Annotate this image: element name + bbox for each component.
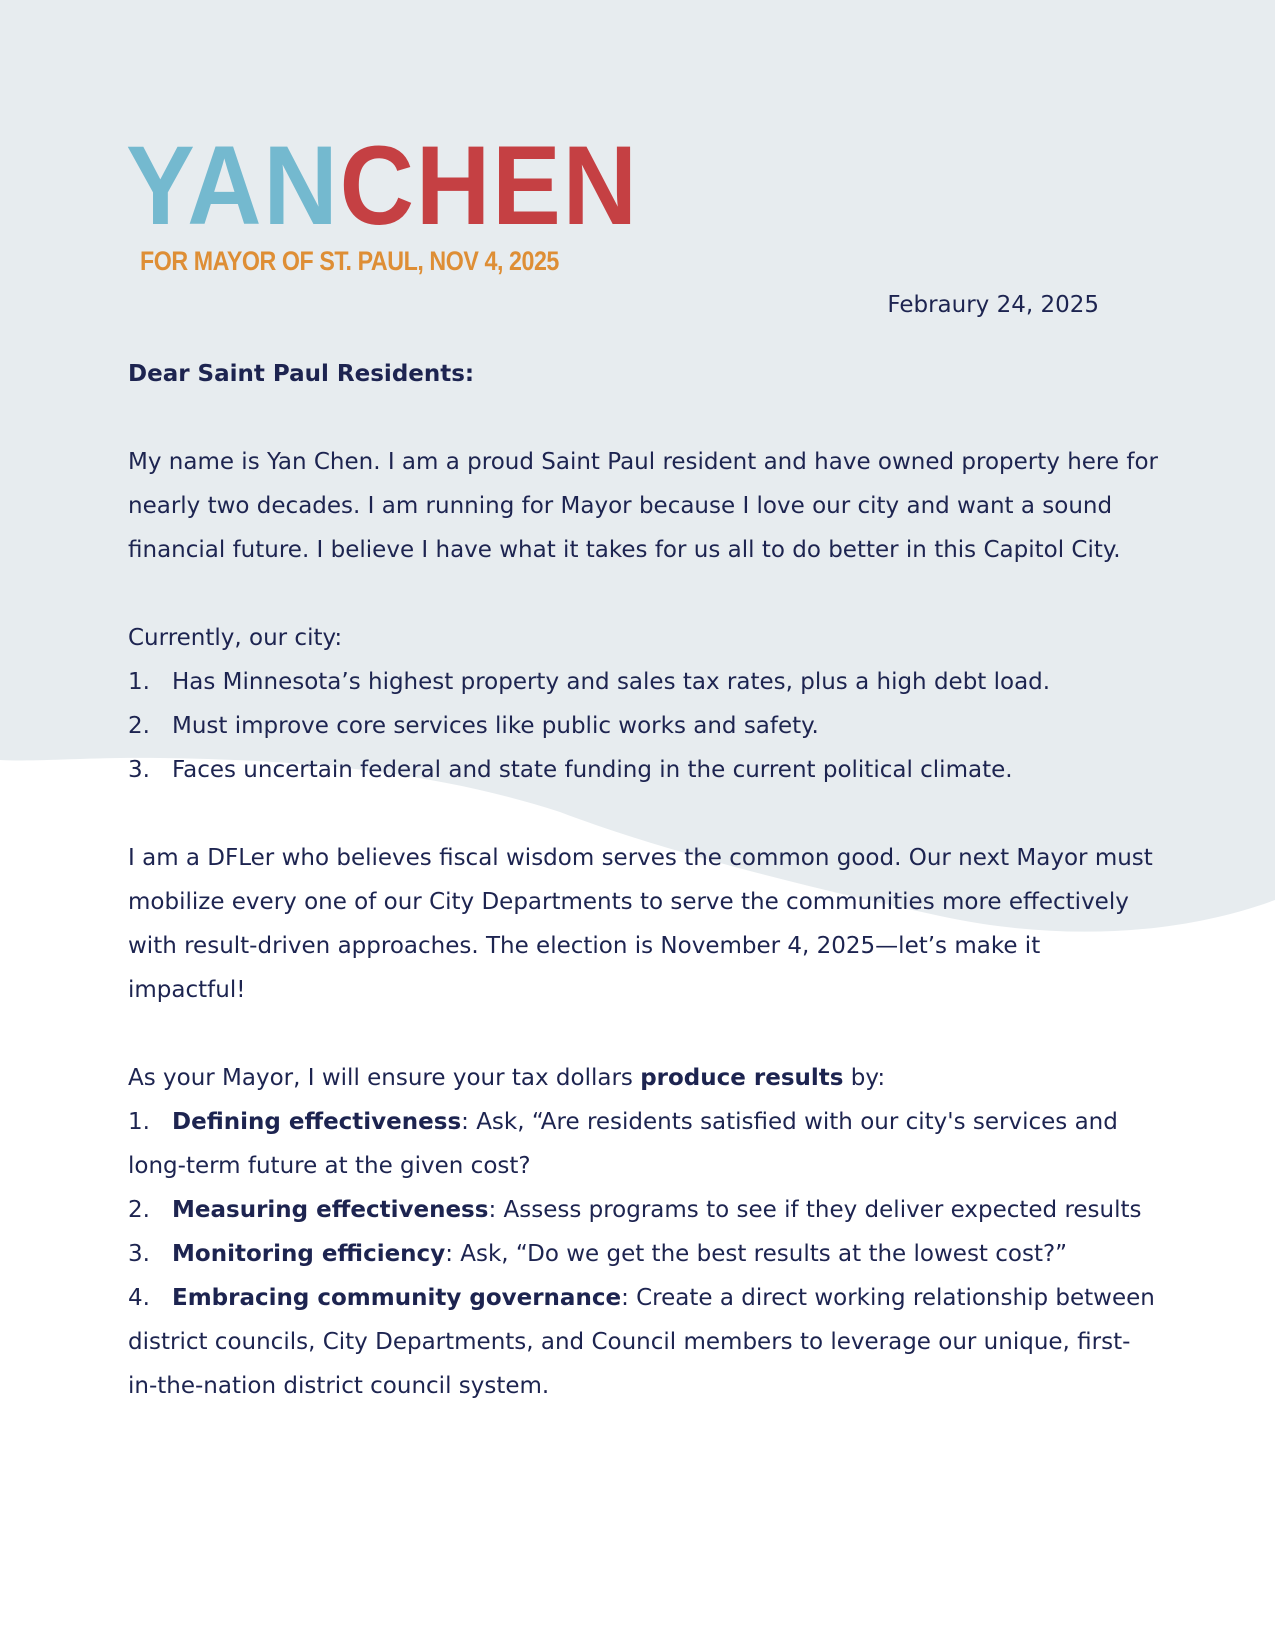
pledge-heading	[128, 1056, 1158, 1100]
current-issues-list	[128, 660, 1158, 792]
list-number: 4.	[128, 1285, 150, 1311]
list-item	[128, 1232, 1158, 1276]
currently-heading: Currently, our city:	[128, 625, 343, 651]
pledge-bold: produce results	[640, 1065, 844, 1091]
list-number: 2.	[128, 1197, 150, 1223]
logo-tagline: FOR MAYOR OF ST. PAUL, NOV 4, 2025	[140, 246, 559, 276]
list-number: 1.	[128, 669, 150, 695]
list-item-text: Must improve core services like public works and safety.	[172, 713, 819, 739]
list-item-title: Embracing community governance	[172, 1285, 622, 1311]
list-item	[128, 1188, 1158, 1232]
letter-body	[128, 352, 1158, 1452]
list-number: 3.	[128, 1241, 150, 1267]
list-item	[128, 660, 1158, 704]
list-item-title: Monitoring efficiency	[172, 1241, 446, 1267]
logo-last-name: CHEN	[339, 123, 639, 248]
logo-name	[126, 123, 639, 248]
campaign-logo	[126, 123, 684, 276]
list-number: 3.	[128, 757, 150, 783]
list-item-text: Faces uncertain federal and state funding in the current political climate.	[172, 757, 1013, 783]
list-item-title: Measuring effectiveness	[172, 1197, 489, 1223]
list-item-text: : Create a direct working relationship between district councils, City Departments, and Council members to leverage our unique, first-in-the-nation district council system.	[128, 1285, 1155, 1399]
pledge-prefix: As your Mayor, I will ensure your tax dollars	[128, 1065, 641, 1091]
list-item	[128, 748, 1158, 792]
list-number: 2.	[128, 713, 150, 739]
list-item	[128, 704, 1158, 748]
list-item-title: Defining effectiveness	[172, 1109, 462, 1135]
pledge-list	[128, 1100, 1158, 1408]
list-item-text: Has Minnesota’s highest property and sales tax rates, plus a high debt load.	[172, 669, 1051, 695]
list-number: 1.	[128, 1109, 150, 1135]
pledge-suffix: by:	[843, 1065, 886, 1091]
letter-date: Febraury 24, 2025	[887, 292, 1099, 318]
list-item	[128, 1100, 1158, 1188]
logo-first-name: YAN	[126, 123, 340, 248]
dfl-paragraph: I am a DFLer who believes fiscal wisdom serves the common good. Our next Mayor must mobilize every one of our City Departments to serve the communities more effectively with result-driven approaches. The election is November 4, 2025—let’s make it impactful!	[128, 845, 1153, 1003]
list-item-text: : Ask, “Do we get the best results at the lowest cost?”	[445, 1241, 1068, 1267]
list-item	[128, 1276, 1158, 1408]
salutation: Dear Saint Paul Residents:	[128, 361, 475, 387]
list-item-text: : Assess programs to see if they deliver expected results	[488, 1197, 1142, 1223]
intro-paragraph: My name is Yan Chen. I am a proud Saint Paul resident and have owned property here for nearly two decades. I am running for Mayor because I love our city and want a sound financial future. I believe I have what it takes for us all to do better in this Capitol City.	[128, 449, 1158, 563]
list-item-text: : Ask, “Are residents satisfied with our city's services and long-term future at the given cost?	[128, 1109, 1118, 1179]
